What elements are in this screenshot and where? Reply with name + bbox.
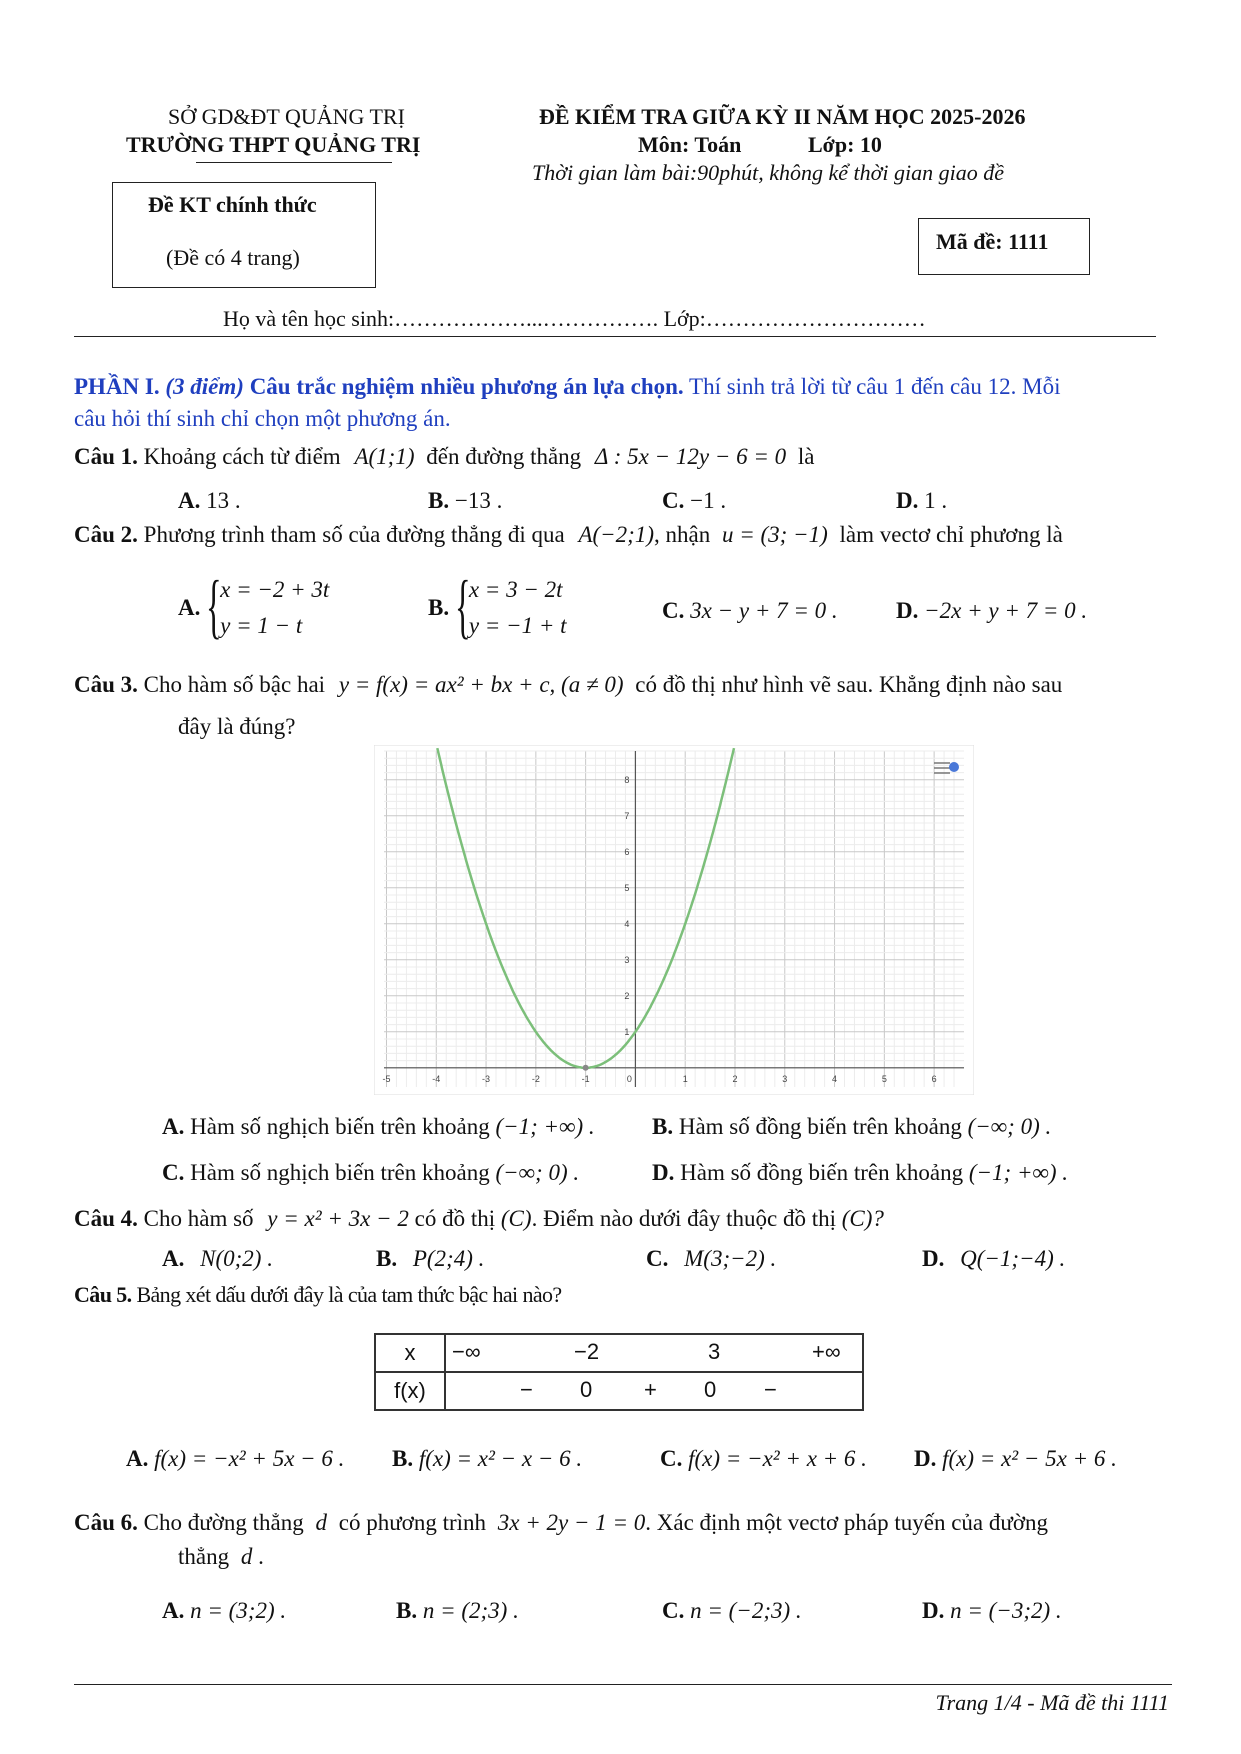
q6-line-name-2: d (240, 1544, 253, 1569)
option-text: Hàm số nghịch biến trên khoảng (190, 1114, 490, 1139)
sign-table (374, 1333, 864, 1411)
x-tick-label: -4 (432, 1073, 441, 1084)
option-letter: C. (662, 598, 685, 623)
parabola-graph (374, 745, 974, 1095)
option-letter: B. (392, 1446, 414, 1471)
school-underline (196, 162, 392, 163)
q4-option-c[interactable] (646, 1246, 776, 1272)
option-text: f(x) = −x² + 5x − 6 . (154, 1446, 345, 1471)
part1-heading (74, 374, 1061, 400)
option-text: n = (−2;3) . (690, 1598, 802, 1623)
q2-text: Phương trình tham số của đường thẳng đi qua (143, 522, 565, 547)
brace-icon: { (206, 566, 222, 646)
x-tick-label: 5 (881, 1073, 887, 1084)
q5-option-d[interactable] (914, 1446, 1117, 1472)
option-letter: D. (896, 488, 919, 513)
q4-stem (74, 1206, 884, 1232)
q1-text-3: là (797, 444, 815, 469)
option-text: n = (3;2) . (190, 1598, 287, 1623)
x-tick-label: -3 (482, 1073, 491, 1084)
student-info-line: Họ và tên học sinh:………………...……………. Lớp:………………………… (223, 306, 926, 331)
sign-value: 0 (704, 1377, 717, 1402)
page-count: (Đề có 4 trang) (166, 245, 300, 270)
eq-line: y = −1 + t (468, 613, 567, 638)
option-letter: C. (646, 1246, 669, 1271)
option-letter: B. (428, 488, 450, 513)
q6-stem-2 (178, 1544, 264, 1570)
x-tick-label: 6 (931, 1073, 937, 1084)
option-text: −2x + y + 7 = 0 . (924, 598, 1088, 623)
official-label: Đề KT chính thức (148, 192, 317, 217)
y-tick-label: 3 (624, 954, 630, 965)
q2-label: Câu 2. (74, 522, 138, 547)
q2-option-d[interactable] (896, 598, 1087, 624)
q3-text: Cho hàm số bậc hai (143, 672, 326, 697)
option-text: f(x) = −x² + x + 6 . (688, 1446, 867, 1471)
part1-type: Câu trắc nghiệm nhiều phương án lựa chọn. (249, 374, 684, 399)
q5-stem (74, 1282, 562, 1308)
x-value: 3 (708, 1339, 721, 1364)
q6-equation: 3x + 2y − 1 = 0 (497, 1510, 646, 1535)
sign-table-row-fx (375, 1372, 863, 1410)
option-interval: (−1; +∞) . (495, 1114, 595, 1139)
option-text: 13 . (206, 488, 241, 513)
sign-value: 0 (580, 1377, 593, 1402)
q4-text-2: có đồ thị (414, 1206, 496, 1231)
q2-stem (74, 522, 1063, 548)
q3-function: y = f(x) = ax² + bx + c, (a ≠ 0) (338, 672, 624, 697)
option-letter: D. (896, 598, 919, 623)
q6-text-4: thẳng (178, 1544, 230, 1569)
q4-option-b[interactable] (376, 1246, 484, 1272)
q1-option-d[interactable] (896, 488, 947, 514)
q6-option-c[interactable] (662, 1598, 802, 1624)
q4-graph-2: (C)? (841, 1206, 884, 1231)
option-text: −13 . (454, 488, 503, 513)
option-letter: B. (428, 595, 450, 620)
option-letter: A. (126, 1446, 149, 1471)
sign-table-x-header: x (375, 1334, 445, 1372)
option-text: M(3;−2) . (684, 1246, 777, 1271)
x-tick-label: 4 (832, 1073, 838, 1084)
x-value: −2 (574, 1339, 600, 1364)
sign-value: − (764, 1377, 777, 1402)
exam-title: ĐỀ KIỂM TRA GIỮA KỲ II NĂM HỌC 2025-2026 (539, 104, 1026, 129)
x-tick-label: -5 (382, 1073, 391, 1084)
footer-divider (74, 1684, 1172, 1685)
q2-text-2: , nhận (654, 522, 711, 547)
x-tick-label: 0 (626, 1073, 632, 1084)
option-interval: (−∞; 0) . (495, 1160, 580, 1185)
option-letter: B. (396, 1598, 418, 1623)
q3-text-2: có đồ thị như hình vẽ sau. Khẳng định nào sau (635, 672, 1063, 697)
y-tick-label: 6 (624, 846, 630, 857)
q6-text-5: . (258, 1544, 264, 1569)
q1-label: Câu 1. (74, 444, 138, 469)
q2-point: A(−2;1) (578, 522, 655, 547)
option-letter: C. (660, 1446, 683, 1471)
option-interval: (−∞; 0) . (967, 1114, 1052, 1139)
x-value: −∞ (452, 1339, 481, 1364)
q6-text-2: có phương trình (338, 1510, 487, 1535)
option-letter: D. (922, 1598, 945, 1623)
option-text: Q(−1;−4) . (960, 1246, 1066, 1271)
header-divider (74, 336, 1156, 337)
q5-option-b[interactable] (392, 1446, 582, 1472)
q1-stem (74, 444, 815, 470)
y-tick-label: 8 (624, 774, 630, 785)
exam-time: Thời gian làm bài:90phút, không kể thời gian giao đề (532, 160, 1005, 185)
q4-label: Câu 4. (74, 1206, 138, 1231)
option-letter: A. (162, 1598, 185, 1623)
q4-function: y = x² + 3x − 2 (267, 1206, 409, 1231)
q4-text-3: . Điểm nào dưới đây thuộc đồ thị (531, 1206, 836, 1231)
q6-option-b[interactable] (396, 1598, 519, 1624)
q3-text-3: đây là đúng? (178, 714, 296, 739)
q1-line-eq: Δ : 5x − 12y − 6 = 0 (594, 444, 787, 469)
q6-line-name: d (315, 1510, 327, 1535)
exam-code: Mã đề: 1111 (936, 229, 1049, 254)
q3-label: Câu 3. (74, 672, 138, 697)
q3-option-c[interactable] (162, 1160, 579, 1186)
option-letter: D. (922, 1246, 945, 1271)
brace-icon: { (454, 566, 471, 646)
option-text: f(x) = x² − 5x + 6 . (942, 1446, 1117, 1471)
part1-instruction-2: câu hỏi thí sinh chỉ chọn một phương án. (74, 406, 451, 431)
sign-table-x-values (445, 1334, 863, 1372)
option-text: −1 . (690, 488, 727, 513)
x-tick-label: 2 (732, 1073, 738, 1084)
option-letter: A. (178, 595, 201, 620)
option-letter: B. (376, 1246, 398, 1271)
option-letter: A. (162, 1246, 185, 1271)
q5-option-c[interactable] (660, 1446, 867, 1472)
option-letter: A. (162, 1114, 185, 1139)
subject: Môn: Toán (638, 132, 742, 157)
x-tick-label: 1 (682, 1073, 688, 1084)
y-tick-label: 4 (624, 918, 630, 929)
option-letter: D. (914, 1446, 937, 1471)
dept-name: SỞ GD&ĐT QUẢNG TRỊ (168, 104, 405, 129)
page-footer: Trang 1/4 - Mã đề thi 1111 (935, 1690, 1169, 1715)
q1-text: Khoảng cách từ điểm (143, 444, 341, 469)
option-text: 1 . (924, 488, 948, 513)
option-text: n = (2;3) . (422, 1598, 519, 1623)
part1-points: (3 điểm) (165, 374, 244, 399)
grade: Lớp: 10 (808, 132, 882, 157)
q3-option-a[interactable] (162, 1114, 595, 1140)
q6-text: Cho đường thẳng (143, 1510, 304, 1535)
option-letter: C. (662, 488, 685, 513)
option-text: f(x) = x² − x − 6 . (418, 1446, 583, 1471)
q6-stem (74, 1510, 1048, 1536)
part1-instruction: Thí sinh trả lời từ câu 1 đến câu 12. Mỗi (689, 374, 1061, 399)
y-tick-label: 5 (624, 882, 630, 893)
sign-table-fx-values (445, 1372, 863, 1410)
x-tick-label: -2 (531, 1073, 540, 1084)
q2-option-a[interactable] (178, 566, 330, 646)
q4-option-d[interactable] (922, 1246, 1065, 1272)
sign-value: + (644, 1377, 657, 1402)
option-text: N(0;2) . (200, 1246, 273, 1271)
option-text: P(2;4) . (412, 1246, 485, 1271)
eq-line: x = 3 − 2t (468, 577, 563, 602)
sign-table-fx-header: f(x) (375, 1372, 445, 1410)
q2-option-b[interactable] (428, 566, 567, 646)
vertex-point (583, 1065, 589, 1071)
option-text: Hàm số nghịch biến trên khoảng (190, 1160, 490, 1185)
x-value: +∞ (812, 1339, 841, 1364)
q2-option-c[interactable] (662, 598, 838, 624)
part1-title: PHẦN I. (74, 374, 160, 399)
option-text: n = (−3;2) . (950, 1598, 1062, 1623)
q4-text: Cho hàm số (143, 1206, 254, 1231)
q3-option-d[interactable] (652, 1160, 1068, 1186)
option-text: Hàm số đồng biến trên khoảng (678, 1114, 962, 1139)
school-name: TRƯỜNG THPT QUẢNG TRỊ (126, 132, 421, 157)
y-tick-label: 1 (624, 1026, 630, 1037)
option-interval: (−1; +∞) . (968, 1160, 1069, 1185)
q2-system-b (454, 566, 567, 646)
q4-option-a[interactable] (162, 1246, 273, 1272)
option-letter: C. (162, 1160, 185, 1185)
q1-option-c[interactable] (662, 488, 726, 514)
q2-text-3: làm vectơ chỉ phương là (839, 522, 1063, 547)
q1-option-b[interactable] (428, 488, 502, 514)
q3-stem (74, 672, 1062, 698)
option-text: Hàm số đồng biến trên khoảng (680, 1160, 964, 1185)
x-tick-label: 3 (782, 1073, 788, 1084)
q6-text-3: . Xác định một vectơ pháp tuyến của đường (645, 1510, 1049, 1535)
q6-option-d[interactable] (922, 1598, 1062, 1624)
q2-vector: u = (3; −1) (721, 522, 828, 547)
sign-table-row-x (375, 1334, 863, 1372)
option-letter: A. (178, 488, 201, 513)
q3-option-b[interactable] (652, 1114, 1051, 1140)
q2-system-a (206, 566, 330, 646)
option-letter: C. (662, 1598, 685, 1623)
x-tick-label: -1 (581, 1073, 590, 1084)
q6-label: Câu 6. (74, 1510, 138, 1535)
y-tick-label: 2 (624, 990, 630, 1001)
option-letter: D. (652, 1160, 675, 1185)
y-tick-label: 7 (624, 810, 630, 821)
q4-graph: (C) (500, 1206, 532, 1231)
q1-text-2: đến đường thẳng (426, 444, 582, 469)
q5-option-a[interactable] (126, 1446, 344, 1472)
q1-option-a[interactable] (178, 488, 241, 514)
sign-value: − (520, 1377, 533, 1402)
eq-line: x = −2 + 3t (220, 577, 330, 602)
eq-line: y = 1 − t (220, 613, 303, 638)
option-letter: B. (652, 1114, 674, 1139)
q5-label: Câu 5. (74, 1282, 132, 1307)
parabola-chart (374, 745, 974, 1095)
option-text: 3x − y + 7 = 0 . (690, 598, 838, 623)
q6-option-a[interactable] (162, 1598, 286, 1624)
q1-point: A(1;1) (354, 444, 415, 469)
q5-text: Bảng xét dấu dưới đây là của tam thức bậc hai nào? (136, 1282, 562, 1307)
